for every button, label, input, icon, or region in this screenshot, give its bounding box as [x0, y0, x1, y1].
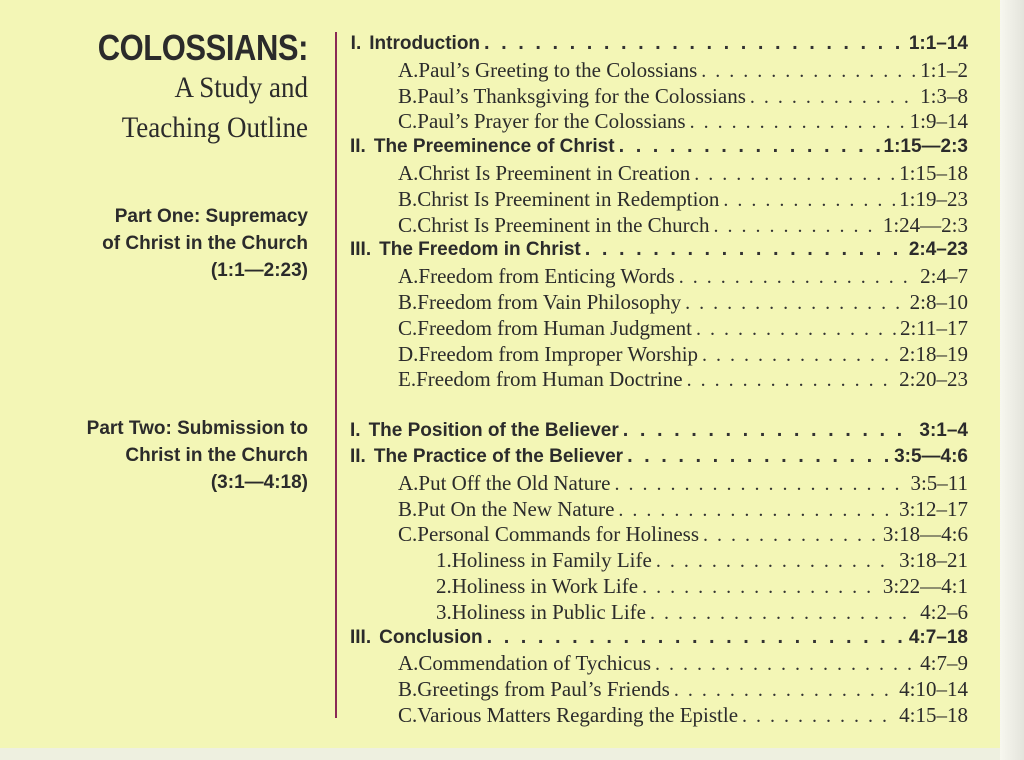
scripture-reference: 2:8–10	[909, 289, 968, 314]
outline-subsection	[350, 703, 968, 729]
part-spacer	[350, 393, 968, 419]
dot-leader	[642, 576, 879, 599]
part-two-heading-line-3: (3:1—4:18)	[210, 472, 308, 493]
outline-section	[350, 238, 968, 264]
scripture-reference: 4:7–9	[920, 651, 968, 676]
part-one-heading	[102, 203, 308, 284]
dot-leader	[685, 292, 906, 315]
outline-label: Commendation of Tychicus	[418, 651, 652, 676]
outline-label: Various Matters Regarding the Epistle	[417, 702, 739, 727]
outline-subsection	[350, 522, 968, 548]
scripture-reference: 3:22—4:1	[882, 573, 968, 598]
outline-marker: A.	[398, 160, 419, 185]
outline-marker: B.	[398, 677, 418, 702]
scripture-reference: 1:24—2:3	[882, 212, 968, 237]
part-two-heading-line-2: Christ in the Church	[125, 445, 308, 466]
outline-marker: C.	[398, 702, 418, 727]
dot-leader	[694, 163, 895, 186]
dot-leader	[627, 445, 890, 468]
page-bottom-margin	[0, 748, 1000, 760]
outline-marker: A.	[398, 57, 419, 82]
page-subtitle-line-1: A Study and	[174, 71, 308, 104]
outline-marker: I.	[350, 420, 361, 442]
outline-subsection	[350, 161, 968, 187]
dot-leader	[687, 369, 896, 392]
page-subtitle-line-2: Teaching Outline	[121, 111, 308, 144]
outline-subsection	[350, 651, 968, 677]
scripture-reference: 4:7–18	[908, 626, 968, 648]
outline-label: Put On the New Nature	[417, 496, 615, 521]
outline-label: Christ Is Preeminent in Redemption	[417, 186, 720, 211]
part-one-heading-line-2: of Christ in the Church	[102, 233, 308, 254]
outline-subsection	[350, 316, 968, 342]
outline-subsection	[350, 367, 968, 393]
part-one-heading-line-3: (1:1—2:23)	[210, 260, 308, 281]
scripture-reference: 3:18—4:6	[882, 522, 968, 547]
scripture-reference: 1:1–2	[920, 57, 968, 82]
dot-leader	[696, 318, 896, 341]
scripture-reference: 2:4–23	[908, 239, 968, 261]
page-edge	[1000, 0, 1024, 760]
outline	[350, 32, 968, 729]
outline-subsection	[350, 497, 968, 523]
outline-label: Freedom from Vain Philosophy	[417, 289, 682, 314]
outline-marker: B.	[398, 496, 418, 521]
outline-label: Conclusion	[379, 626, 483, 648]
dot-leader	[618, 499, 895, 522]
outline-subsection	[350, 109, 968, 135]
outline-label: Introduction	[369, 33, 481, 54]
dot-leader	[679, 266, 916, 289]
outline-marker: D.	[398, 341, 419, 366]
outline-label: Freedom from Improper Worship	[418, 341, 699, 366]
dot-leader	[690, 111, 906, 134]
outline-marker: 2.	[436, 573, 452, 598]
outline-subsection	[350, 264, 968, 290]
outline-subsubsection	[350, 574, 968, 600]
scripture-reference: 1:15—2:3	[883, 136, 968, 158]
outline-marker: A.	[398, 264, 419, 289]
dot-leader	[723, 189, 895, 212]
outline-marker: B.	[398, 186, 418, 211]
scripture-reference: 3:12–17	[899, 496, 968, 521]
outline-label: Paul’s Thanksgiving for the Colossians	[417, 83, 746, 108]
dot-leader	[750, 86, 916, 109]
outline-marker: C.	[398, 109, 418, 134]
outline-label: Holiness in Family Life	[451, 548, 652, 573]
outline-subsubsection	[350, 600, 968, 626]
dot-leader	[674, 679, 895, 702]
scripture-reference: 1:15–18	[899, 160, 968, 185]
outline-marker: III.	[350, 239, 372, 261]
outline-marker: III.	[350, 626, 372, 648]
column-divider	[335, 32, 337, 718]
dot-leader	[703, 524, 879, 547]
outline-label: Holiness in Work Life	[451, 573, 639, 598]
dot-leader	[655, 653, 916, 676]
outline-marker: A.	[398, 651, 419, 676]
outline-subsection	[350, 290, 968, 316]
outline-marker: 3.	[436, 599, 452, 624]
dot-leader	[650, 602, 916, 625]
outline-subsection	[350, 58, 968, 84]
outline-marker: I.	[350, 33, 362, 54]
scripture-reference: 1:9–14	[909, 109, 968, 134]
outline-label: The Freedom in Christ	[379, 239, 581, 261]
outline-label: Christ Is Preeminent in the Church	[417, 212, 710, 237]
scripture-reference: 3:5—4:6	[894, 445, 968, 467]
scripture-reference: 2:4–7	[920, 264, 968, 289]
outline-label: The Position of the Believer	[368, 420, 619, 442]
outline-label: Holiness in Public Life	[451, 599, 646, 624]
dot-leader	[656, 550, 895, 573]
outline-label: Personal Commands for Holiness	[417, 522, 699, 547]
outline-marker: B.	[398, 289, 418, 314]
outline-marker: II.	[350, 136, 366, 158]
scripture-reference: 1:19–23	[899, 186, 968, 211]
title-block	[30, 28, 308, 148]
outline-marker: 1.	[436, 548, 452, 573]
dot-leader	[742, 705, 895, 728]
part-two-heading	[87, 415, 308, 496]
dot-leader	[623, 419, 916, 442]
outline-subsection	[350, 187, 968, 213]
outline-label: Greetings from Paul’s Friends	[417, 677, 670, 702]
dot-leader	[484, 32, 905, 55]
outline-section	[350, 32, 968, 58]
scripture-reference: 1:3–8	[920, 83, 968, 108]
outline-label: Christ Is Preeminent in Creation	[418, 160, 691, 185]
dot-leader	[619, 135, 880, 158]
outline-section	[350, 135, 968, 161]
dot-leader	[487, 626, 905, 649]
outline-subsection	[350, 213, 968, 239]
outline-marker: A.	[398, 470, 419, 495]
part-two-heading-line-1: Part Two: Submission to	[86, 418, 308, 439]
outline-subsubsection	[350, 548, 968, 574]
outline-marker: E.	[398, 367, 417, 392]
outline-label: Freedom from Human Judgment	[417, 315, 692, 340]
scripture-reference: 2:11–17	[899, 315, 968, 340]
scripture-reference: 4:15–18	[899, 702, 968, 727]
scripture-reference: 3:5–11	[910, 470, 968, 495]
outline-label: Put Off the Old Nature	[418, 470, 611, 495]
scripture-reference: 2:20–23	[899, 367, 968, 392]
dot-leader	[701, 60, 916, 83]
outline-label: Paul’s Prayer for the Colossians	[417, 109, 686, 134]
outline-label: Paul’s Greeting to the Colossians	[418, 57, 698, 82]
scripture-reference: 3:1–4	[919, 420, 968, 442]
outline-marker: B.	[398, 83, 418, 108]
outline-label: Freedom from Human Doctrine	[416, 367, 683, 392]
dot-leader	[713, 215, 878, 238]
outline-section	[350, 419, 968, 445]
outline-section	[350, 445, 968, 471]
outline-subsection	[350, 677, 968, 703]
outline-marker: C.	[398, 212, 418, 237]
part-one-heading-line-1: Part One: Supremacy	[114, 206, 308, 227]
scripture-reference: 3:18–21	[899, 548, 968, 573]
outline-label: The Preeminence of Christ	[373, 136, 615, 158]
outline-label: The Practice of the Believer	[373, 445, 624, 467]
outline-label: Freedom from Enticing Words	[418, 264, 675, 289]
page-title: COLOSSIANS:	[97, 27, 309, 68]
outline-marker: II.	[350, 445, 366, 467]
outline-subsection	[350, 342, 968, 368]
dot-leader	[585, 238, 905, 261]
outline-subsection	[350, 84, 968, 110]
scripture-reference: 2:18–19	[899, 341, 968, 366]
outline-marker: C.	[398, 315, 418, 340]
dot-leader	[702, 344, 895, 367]
outline-section	[350, 626, 968, 652]
scripture-reference: 4:2–6	[920, 599, 968, 624]
scripture-reference: 1:1–14	[908, 33, 968, 54]
outline-marker: C.	[398, 522, 418, 547]
scripture-reference: 4:10–14	[899, 677, 968, 702]
dot-leader	[615, 473, 907, 496]
outline-subsection	[350, 471, 968, 497]
